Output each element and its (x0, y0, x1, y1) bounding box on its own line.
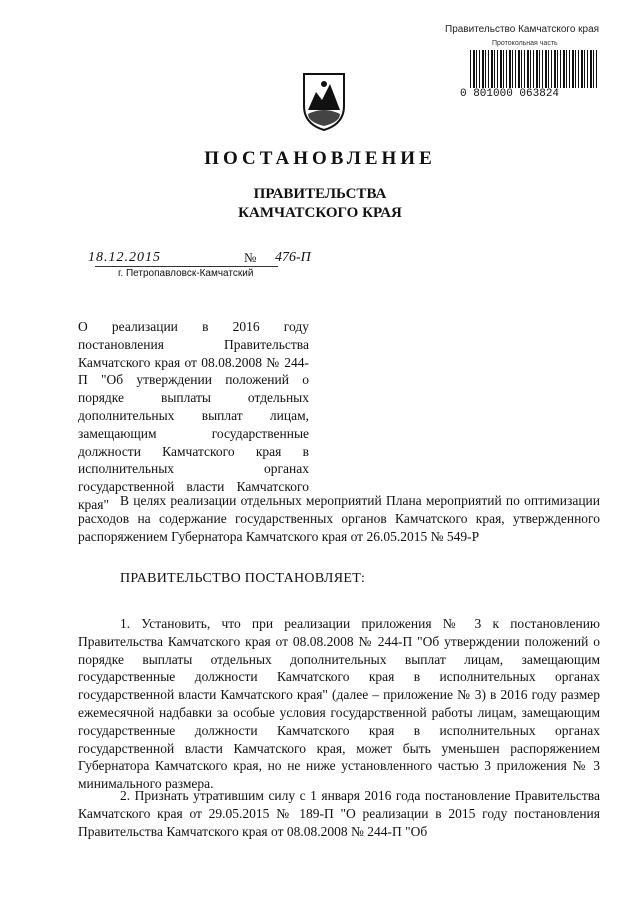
city: г. Петропавловск-Камчатский (118, 268, 254, 279)
document-number: 476-П (275, 250, 311, 265)
document-date: 18.12.2015 (88, 250, 161, 265)
date-underline (95, 266, 278, 267)
preamble-paragraph: В целях реализации отдельных мероприятий Плана мероприятий по оптимизации расходов на содержание государственных органов Камчатского края, утвержденного распоряжением Губернатора Камчатского края от 26.05.2015 № 549-Р (78, 493, 600, 544)
stamp-sub: Протокольная часть (492, 40, 558, 47)
barcode-number: 0 801000 063824 (460, 88, 560, 100)
item-1-paragraph: 1. Установить, что при реализации приложения № 3 к постановлению Правительства Камчатского края от 08.08.2008 № 244-П "Об утверждении положений о порядке выплаты отдельных дополнительных выплат лицам, замещающим государственные должности Камчатского края в исполнительных органах государственной власти Камчатского края" (далее – приложение № 3) в 2016 году размер ежемесячной надбавки за особые условия государственной работы лицам, замещающим государственные должности Камчатского края в исполнительных органах государственной власти Камчатского края, может быть уменьшен распоряжением Губернатора Камчатского края, но не ниже установленного частью 3 приложения № 3 минимального размера. (78, 616, 600, 792)
issuer-line-1: ПРАВИТЕЛЬСТВА (253, 186, 387, 202)
coat-of-arms-icon (300, 70, 348, 132)
barcode (470, 50, 598, 88)
issuer (0, 185, 640, 223)
issuer-line-2: КАМЧАТСКОГО КРАЯ (238, 205, 402, 221)
decree-heading: ПРАВИТЕЛЬСТВО ПОСТАНОВЛЯЕТ: (120, 571, 366, 586)
number-label: № (244, 250, 257, 265)
item-2-paragraph: 2. Признать утратившим силу с 1 января 2016 года постановление Правительства Камчатского края от 29.05.2015 № 189-П "О реализации в 2015 году постановления Правительства Камчатского края от 08.08.2008 № 244-П "Об (78, 788, 600, 839)
document-subject: О реализации в 2016 году постановления Правительства Камчатского края от 08.08.2008 № 244-П "Об утверждении положений о порядке выплаты отдельных дополнительных выплат лицам, замещающим государственные должности Камчатского края в исполнительных органах государственной власти Камчатского края" (78, 319, 309, 512)
stamp-org: Правительство Камчатского края (445, 24, 600, 35)
document-title: ПОСТАНОВЛЕНИЕ (204, 148, 436, 169)
